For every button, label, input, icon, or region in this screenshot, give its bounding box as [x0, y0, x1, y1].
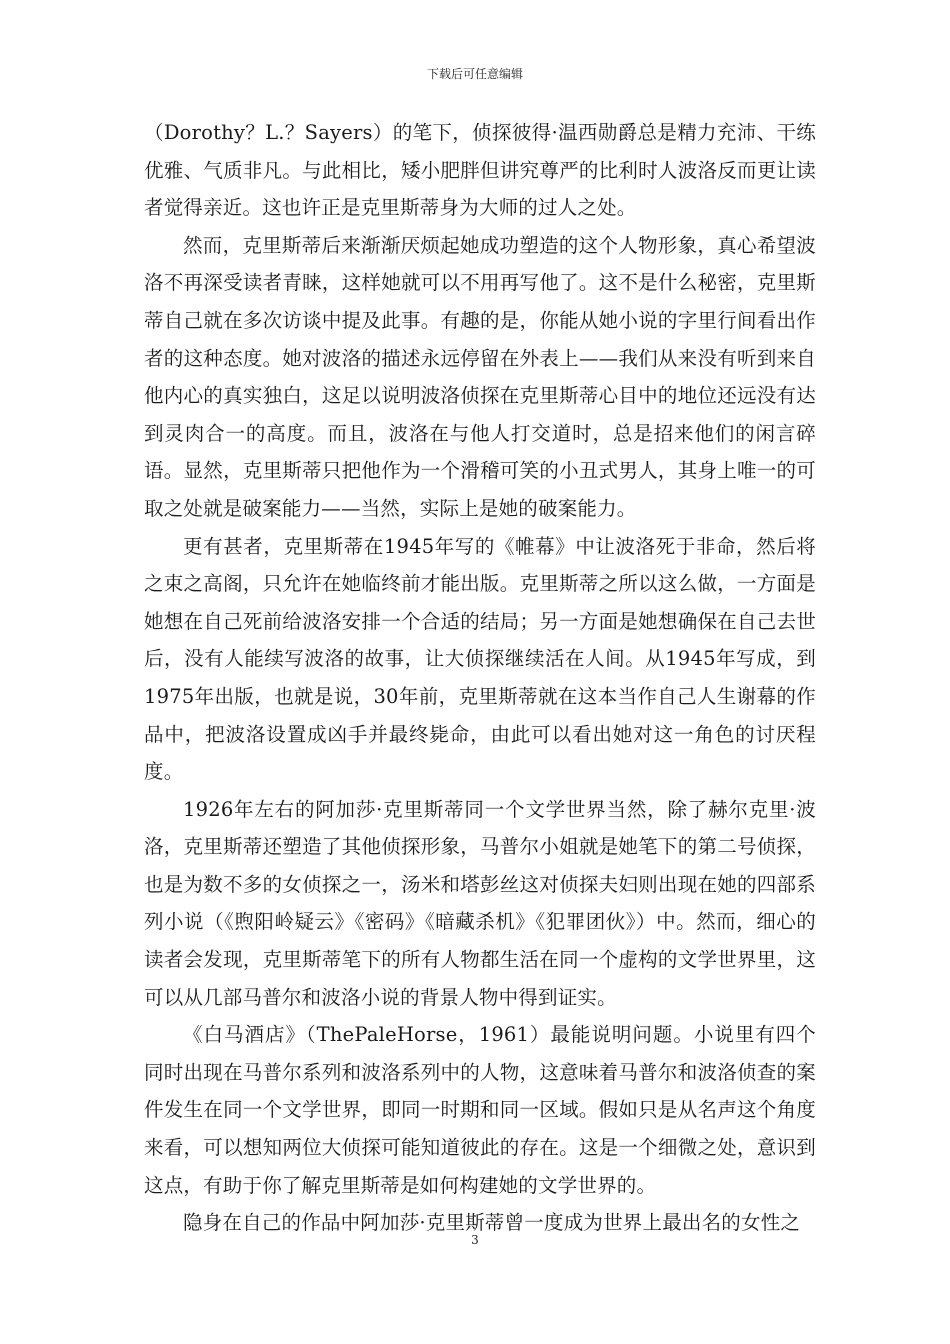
page-number: 3: [471, 1233, 479, 1247]
paragraph-2: 然而，克里斯蒂后来渐渐厌烦起她成功塑造的这个人物形象，真心希望波洛不再深受读者青睐，这样她就可以不用再写他了。这不是什么秘密，克里斯蒂自己就在多次访谈中提及此事。有趣的是，你能从她小说的字里行间看出作者的这种态度。她对波洛的描述永远停留在外表上——我们从来没有听到来自他内心的真实独白，这足以说明波洛侦探在克里斯蒂心目中的地位还远没有达到灵肉合一的高度。而且，波洛在与他人打交道时，总是招来他们的闲言碎语。显然，克里斯蒂只把他作为一个滑稽可笑的小丑式男人，其身上唯一的可取之处就是破案能力——当然，实际上是她的破案能力。: [144, 233, 816, 520]
paragraph-1: （Dorothy？L.？Sayers）的笔下，侦探彼得·温西勋爵总是精力充沛、干练优雅、气质非凡。与此相比，矮小肥胖但讲究尊严的比利时人波洛反而更让读者觉得亲近。这也许正是克里斯蒂身为大师的过人之处。: [144, 121, 816, 220]
paragraph-6: 隐身在自己的作品中阿加莎·克里斯蒂曾一度成为世界上最出名的女性之: [183, 1211, 801, 1235]
page-header: 下载后可任意编辑: [426, 67, 523, 81]
paragraph-3: 更有甚者，克里斯蒂在1945年写的《帷幕》中让波洛死于非命，然后将之束之高阁，只允许在她临终前才能出版。克里斯蒂之所以这么做，一方面是她想在自己死前给波洛安排一个合适的结局；另一方面是她想确保在自己去世后，没有人能续写波洛的故事，让大侦探继续活在人间。从1945年写成，到1975年出版，也就是说，30年前，克里斯蒂就在这本当作自己人生谢幕的作品中，把波洛设置成凶手并最终毙命，由此可以看出她对这一角色的讨厌程度。: [144, 534, 816, 784]
document-body: [144, 114, 816, 1242]
paragraph-5: 《白马酒店》（ThePaleHorse，1961）最能说明问题。小说里有四个同时出现在马普尔系列和波洛系列中的人物，这意味着马普尔和波洛侦查的案件发生在同一个文学世界，即同一时期和同一区域。假如只是从名声这个角度来看，可以想知两位大侦探可能知道彼此的存在。这是一个细微之处，意识到这点，有助于你了解克里斯蒂是如何构建她的文学世界的。: [144, 1023, 816, 1197]
paragraph-4: 1926年左右的阿加莎·克里斯蒂同一个文学世界当然，除了赫尔克里·波洛，克里斯蒂还塑造了其他侦探形象，马普尔小姐就是她笔下的第二号侦探，也是为数不多的女侦探之一，汤米和塔彭丝这对侦探夫妇则出现在她的四部系列小说（《煦阳岭疑云》《密码》《暗藏杀机》《犯罪团伙》）中。然而，细心的读者会发现，克里斯蒂笔下的所有人物都生活在同一个虚构的文学世界里，这可以从几部马普尔和波洛小说的背景人物中得到证实。: [144, 797, 816, 1009]
